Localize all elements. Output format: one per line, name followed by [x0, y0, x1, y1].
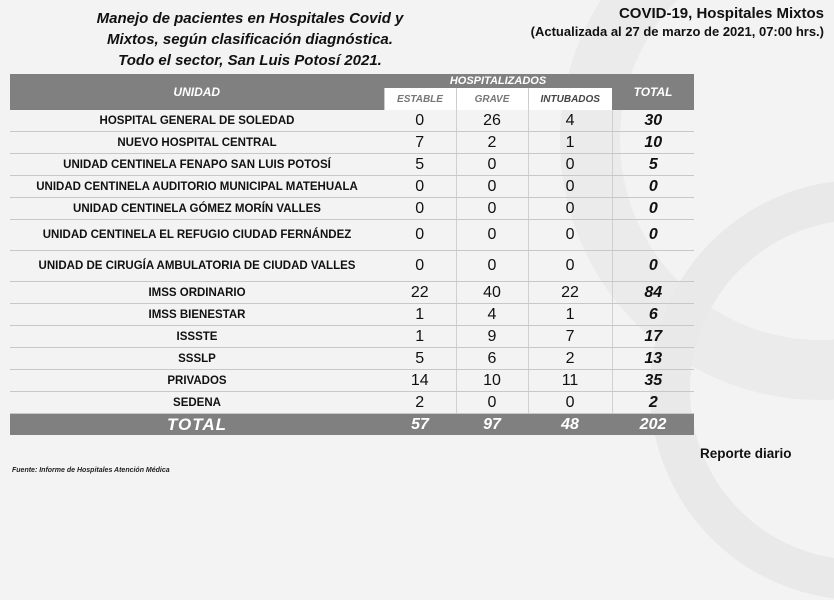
- intubados-value: 1: [528, 304, 612, 326]
- intubados-value: 0: [528, 154, 612, 176]
- table-row: [10, 348, 694, 370]
- unit-name: PRIVADOS: [10, 370, 384, 392]
- intubados-value: 7: [528, 326, 612, 348]
- table-row: [10, 110, 694, 132]
- unit-name: UNIDAD DE CIRUGÍA AMBULATORIA DE CIUDAD VALLES: [10, 251, 384, 282]
- title-line-3: Todo el sector, San Luis Potosí 2021.: [118, 52, 382, 69]
- unit-name: SSSLP: [10, 348, 384, 370]
- table-row: [10, 326, 694, 348]
- title-line-2: Mixtos, según clasificación diagnóstica.: [107, 31, 393, 48]
- table-row: [10, 198, 694, 220]
- header-date: (Actualizada al 27 de marzo de 2021, 07:00 hrs.): [530, 24, 824, 39]
- unit-name: UNIDAD CENTINELA AUDITORIO MUNICIPAL MATEHUALA: [10, 176, 384, 198]
- estable-value: 0: [384, 220, 456, 251]
- grave-value: 0: [456, 154, 528, 176]
- estable-value: 0: [384, 198, 456, 220]
- intubados-value: 0: [528, 176, 612, 198]
- col-total: TOTAL: [612, 74, 694, 110]
- unit-name: IMSS ORDINARIO: [10, 282, 384, 304]
- source-note: Fuente: Informe de Hospitales Atención Médica: [12, 467, 170, 474]
- table-row: [10, 304, 694, 326]
- table-row: [10, 370, 694, 392]
- total-value: 0: [612, 198, 694, 220]
- total-value: 10: [612, 132, 694, 154]
- unit-name: UNIDAD CENTINELA FENAPO SAN LUIS POTOSÍ: [10, 154, 384, 176]
- grave-value: 4: [456, 304, 528, 326]
- total-value: 84: [612, 282, 694, 304]
- grave-value: 26: [456, 110, 528, 132]
- hospital-table: [10, 74, 694, 435]
- totals-intubados: 48: [528, 414, 612, 436]
- grave-value: 6: [456, 348, 528, 370]
- estable-value: 0: [384, 110, 456, 132]
- total-value: 30: [612, 110, 694, 132]
- intubados-value: 2: [528, 348, 612, 370]
- header-info: [531, 4, 824, 41]
- unit-name: SEDENA: [10, 392, 384, 414]
- col-hospitalizados: HOSPITALIZADOS: [384, 74, 612, 88]
- report-label: Reporte diario: [700, 446, 792, 461]
- col-estable: ESTABLE: [384, 88, 456, 110]
- table-row: [10, 392, 694, 414]
- total-value: 17: [612, 326, 694, 348]
- totals-estable: 57: [384, 414, 456, 436]
- col-intubados: INTUBADOS: [528, 88, 612, 110]
- grave-value: 0: [456, 198, 528, 220]
- unit-name: ISSSTE: [10, 326, 384, 348]
- estable-value: 14: [384, 370, 456, 392]
- table-row: [10, 251, 694, 282]
- estable-value: 1: [384, 326, 456, 348]
- table-row: [10, 176, 694, 198]
- unit-name: NUEVO HOSPITAL CENTRAL: [10, 132, 384, 154]
- totals-grave: 97: [456, 414, 528, 436]
- estable-value: 7: [384, 132, 456, 154]
- total-value: 0: [612, 251, 694, 282]
- table-row: [10, 154, 694, 176]
- estable-value: 2: [384, 392, 456, 414]
- total-value: 0: [612, 176, 694, 198]
- intubados-value: 0: [528, 198, 612, 220]
- intubados-value: 22: [528, 282, 612, 304]
- grave-value: 0: [456, 176, 528, 198]
- grave-value: 0: [456, 392, 528, 414]
- grave-value: 10: [456, 370, 528, 392]
- unit-name: HOSPITAL GENERAL DE SOLEDAD: [10, 110, 384, 132]
- total-value: 0: [612, 220, 694, 251]
- total-value: 6: [612, 304, 694, 326]
- estable-value: 1: [384, 304, 456, 326]
- totals-total: 202: [612, 414, 694, 436]
- intubados-value: 11: [528, 370, 612, 392]
- estable-value: 5: [384, 348, 456, 370]
- header-main: COVID-19, Hospitales Mixtos: [618, 5, 824, 22]
- intubados-value: 0: [528, 220, 612, 251]
- totals-row: [10, 414, 694, 436]
- unit-name: UNIDAD CENTINELA GÓMEZ MORÍN VALLES: [10, 198, 384, 220]
- total-value: 13: [612, 348, 694, 370]
- intubados-value: 0: [528, 392, 612, 414]
- estable-value: 5: [384, 154, 456, 176]
- grave-value: 0: [456, 251, 528, 282]
- total-value: 5: [612, 154, 694, 176]
- estable-value: 0: [384, 251, 456, 282]
- grave-value: 0: [456, 220, 528, 251]
- grave-value: 40: [456, 282, 528, 304]
- grave-value: 2: [456, 132, 528, 154]
- estable-value: 0: [384, 176, 456, 198]
- intubados-value: 4: [528, 110, 612, 132]
- intubados-value: 1: [528, 132, 612, 154]
- col-grave: GRAVE: [456, 88, 528, 110]
- document-title: [80, 8, 420, 71]
- grave-value: 9: [456, 326, 528, 348]
- total-value: 35: [612, 370, 694, 392]
- table-body: [10, 110, 694, 435]
- unit-name: IMSS BIENESTAR: [10, 304, 384, 326]
- intubados-value: 0: [528, 251, 612, 282]
- estable-value: 22: [384, 282, 456, 304]
- table-row: [10, 132, 694, 154]
- table-row: [10, 220, 694, 251]
- table-row: [10, 282, 694, 304]
- col-unidad: UNIDAD: [10, 74, 384, 110]
- totals-label: TOTAL: [10, 414, 384, 436]
- title-line-1: Manejo de pacientes en Hospitales Covid y: [96, 10, 404, 27]
- unit-name: UNIDAD CENTINELA EL REFUGIO CIUDAD FERNÁNDEZ: [10, 220, 384, 251]
- total-value: 2: [612, 392, 694, 414]
